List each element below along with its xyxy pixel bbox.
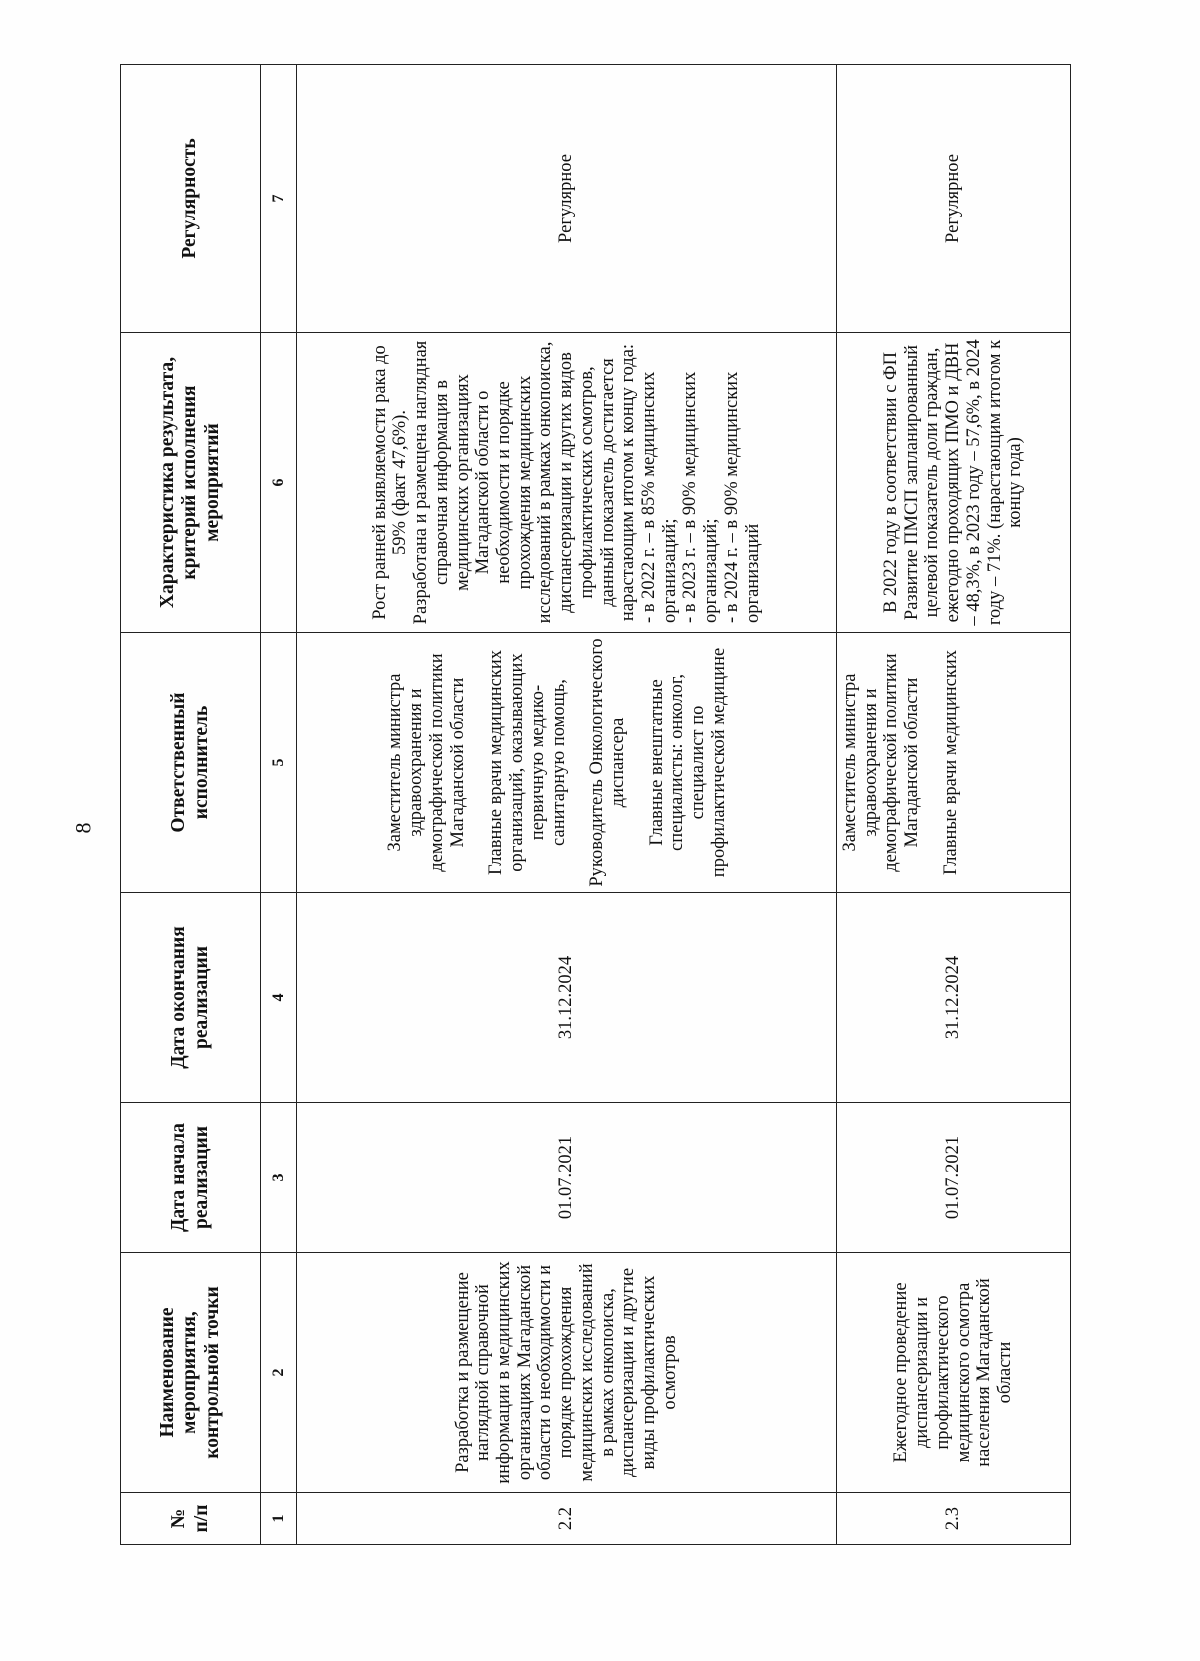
result-text: В 2022 году в соответствии с ФП Развитие ПМСП запланированный целевой показатель доли граждан, ежегодно проходящих ПМО и ДВН – 48,3%, в 2023 году – 57,6%, в 2024 году – 71%. (нарастающим итогом к концу года) [880,339,1026,626]
result-cell [837,333,1071,633]
header-start: Дата начала реализации [121,1103,261,1253]
responsible-item: Главные врачи медицинских организаций, оказывающих первичную медико-санитарную помощь, [486,650,569,875]
col-number: 7 [261,65,297,333]
header-responsible: Ответственный исполнитель [121,633,261,893]
table-row [297,65,837,1545]
end-date: 31.12.2024 [837,893,1071,1103]
col-number: 6 [261,333,297,633]
column-number-row [261,65,297,1545]
page-number: 8 [70,822,96,834]
start-date: 01.07.2021 [297,1103,837,1253]
header-regularity: Регулярность [121,65,261,333]
responsible-item: Заместитель министра здравоохранения и демографической политики Магаданской области [840,653,923,872]
activities-table [120,64,1071,1545]
activity-name: Разработка и размещение наглядной справочной информации в медицинских организациях Магаданской области о необходимости и порядке прохождения медицинских исследований в рамках онкопоиска, диспансеризации и другие виды профилактических осмотров [297,1253,837,1493]
activity-name: Ежегодное проведение диспансеризации и профилактического медицинского осмотра населения Магаданской области [837,1253,1071,1493]
rotated-table-wrapper [120,65,1070,1545]
header-name: Наименование мероприятия, контрольной точки [121,1253,261,1493]
col-number: 2 [261,1253,297,1493]
col-number: 3 [261,1103,297,1253]
header-row [121,65,261,1545]
result-text: Разработана и размещена наглядная справочная информация в медицинских организациях Магаданской области о необходимости и порядке прохождения медицинских исследований в рамках онкопоиска, диспансеризации и других видов профилактических осмотров, данный показатель достигается нарастающим итогом к концу года: [411,340,639,625]
regularity: Регулярное [297,65,837,333]
col-number: 4 [261,893,297,1103]
result-text: Рост ранней выявляемости рака до 59% (факт 47,6%). [369,345,411,620]
start-date: 01.07.2021 [837,1103,1071,1253]
header-end: Дата окончания реализации [121,893,261,1103]
header-num: № п/п [121,1493,261,1545]
result-list-item: - в 2024 г. – в 90% медицинских организаций [721,371,763,623]
responsible-cell [297,633,837,893]
col-number: 1 [261,1493,297,1545]
responsible-item: Главные врачи медицинских [940,650,961,875]
result-cell [297,333,837,633]
result-list-item: - в 2022 г. – в 85% медицинских организаций; [639,371,680,623]
regularity: Регулярное [837,65,1071,333]
responsible-item: Заместитель министра здравоохранения и демографической политики Магаданской области [385,653,468,872]
table-row [837,65,1071,1545]
col-number: 5 [261,633,297,893]
responsible-item: Главные внештатные специалисты: онколог, специалист по профилактической медицине [646,647,729,878]
responsible-item: Руководитель Онкологического диспансера [587,638,628,887]
row-number: 2.3 [837,1493,1071,1545]
end-date: 31.12.2024 [297,893,837,1103]
row-number: 2.2 [297,1493,837,1545]
responsible-cell [837,633,1071,893]
result-list-item: - в 2023 г. – в 90% медицинских организаций; [680,371,722,623]
header-result: Характеристика результата, критерий исполнения мероприятий [121,333,261,633]
